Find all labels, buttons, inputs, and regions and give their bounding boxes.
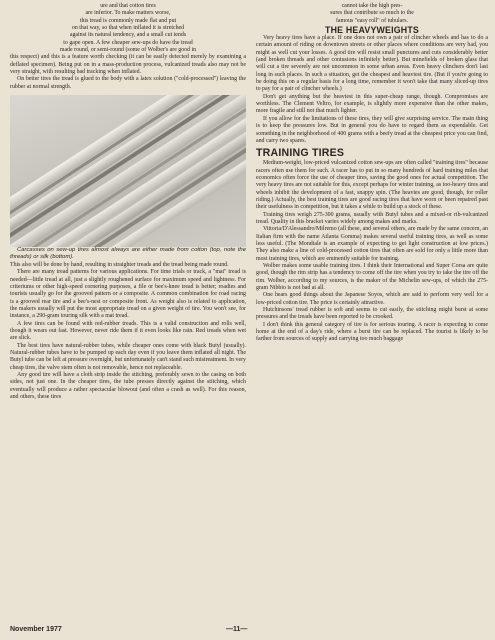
intro-line-3: this tread is commonly made flat and put: [79, 17, 177, 24]
paragraph: Very heavy tires have a place. If one does not own a pair of clincher wheels and has to do a certain amount of riding on downtown streets or other places where conditions are very bad, you might as well cut your losses. A good tire will resist small punctures and cuts considerably better (and broken threads and other contusions infinitely better). But minefields of broken glass that will cut a tire severely are not uncommon in some urban areas. Even heavy clinchers don't last long in such places. In such a situation, get the cheapest and heaviest tire. (But if you're going to be doing this on a regular basis for a long time, remember it won't take that many sliced-up tires to pay for a pair of clincher wheels.): [256, 35, 488, 93]
intro-line-4: on that way, so that when inflated it is stretched: [71, 25, 185, 32]
page-footer: [10, 626, 488, 636]
section-heading-heavyweights: THE HEAVYWEIGHTS: [325, 25, 419, 36]
paragraph: Training tires weigh 275-300 grams, usually with Butyl tubes and a mixed-or rib-vulcanized tread. Quality in this bracket varies widely among makes and marks.: [256, 211, 488, 225]
issue-date: November 1977: [10, 626, 62, 633]
left-column: [10, 0, 246, 401]
intro-line-5: against its natural tendency, and a small cut tends: [69, 32, 187, 39]
paragraph: Vittoria/D'Alessandro/Milremo (all these, and several others, are made by the same concern, an Italian firm with the name Atlanta Gomma) makes several useful training tires, as well as some less useful. (The Mondiale is an example of expecting to get light construction at low prices.) They also make a line of cold-processed cotton tires that often are sold for only a little more than most training tires, which are eminently suitable for training.: [256, 226, 488, 262]
intro-line-6: to gape open. A few cheaper sew-ups do have the tread: [63, 39, 193, 46]
section-heading-training-tires: TRAINING TIRES: [256, 147, 345, 160]
intro-line-7: made round, or semi-round (some of Wolber's are good in: [59, 47, 197, 54]
intro-line-3: famous "easy roll" of tubulars.: [335, 17, 409, 24]
paragraph: Any good tire will have a cloth strip inside the stitching, preferably sewn to the casing on both sides, not just one. In the cheaper tires, the tube presses directly against the stitching, which eventually will produce a rather spectacular blowout (and often a crash as well). For this reason, and others, these tires: [10, 371, 246, 400]
paragraph: this respect) and this is a feature worth checking (it can be easily detected merely by examining a deflated specimen). Being put on in a mass-production process, vulcanized treads also may not be very straight, with resulting bad tracking when inflated.: [10, 54, 246, 76]
right-column: [256, 0, 488, 344]
paragraph: I don't think this general category of tire is for serious touring. A racer is expecting to come home at the end of a day's ride, where a burst tire can be replaced. The tourist is likely to be farther from sources of supply and carrying too much baggage: [256, 321, 488, 343]
paragraph: There are many tread patterns for various applications. For time trials or track, a "mat" tread is needed—little tread at all, just a slightly roughened surface for maximum speed and lightness. For criteriums or other high-speed cornering purposes, a file or bee's-knee tread is better; roadies and tourists usually go for the grooved pattern or a composite. A common combination for road racing is a grooved rear tire and a bee's-nest or composite front. As weight also is related to application, the makers usually will put the most appropriate tread on a given weight of tire. You won't see, for instance, a 290-gram touring silk with a mat tread.: [10, 269, 246, 320]
page-number: —11—: [226, 626, 248, 633]
paragraph: A few tires can be found with red-rubber treads. This is a valid construction and rolls well, though it wears out fast. However, never ride them if it even looks like rain. Red treads when wet are slick.: [10, 320, 246, 342]
paragraph: Medium-weight, low-priced vulcanized cotton sew-ups are often called "training tires" because racers often use them for such. A racer has to put in so many hundreds of hard training miles that economics often force the use of cheaper tires, saving the good ones for actual competition. The very heavy tires are not suitable for this, except perhaps for winter training, as too-heavy tires and wheels inhibit the development of a fast, snappy spin. (The heavies are good, though, for roller riding.) Actually, the best training tires are good racing tires that have worn or been repaired past their usefulness in competition, but it takes a while to build up a stock of these.: [256, 160, 488, 211]
paragraph: On better tires the tread is glued to the body with a latex solution ("cold-processed") leaving the rubber at normal strength.: [10, 76, 246, 90]
intro-line-1: ure and that cotton tires: [100, 3, 156, 9]
paragraph: Hutchinsons' tread rubber is soft and seems to cut easily, the stitching might burst at some pressures and the treads have been reported to be crooked.: [256, 307, 488, 321]
intro-line-2: are inferior. To make matters worse,: [85, 10, 171, 17]
paragraph: Wolber makes some usable training tires. I think their International and Super Corsa are quite good, though the rim strip has a tendency to come off the tire when you try to take the tire off the rim. Wolber, according to my sources, is the maker of the Michelin sew-ups, of which the 275-gram Nibbio is not bad at all.: [256, 263, 488, 292]
paragraph: One hears good things about the Japanese Soyos, which are said to perform very well for a low-priced cotton tire. The price is certainly attractive.: [256, 292, 488, 306]
paragraph: If you allow for the limitations of these tires, they will give surprising service. The main thing is to keep the pressures low. But in general you do have to regard them as expendable. Get something in the neighborhood of 400 grams with a beefy tread at the cheapest price you can find, and carry two spares.: [256, 115, 488, 144]
intro-line-1: cannot take the high pres-: [341, 3, 403, 9]
intro-line-2: sures that contribute so much to the: [330, 10, 414, 17]
paragraph: Don't get anything but the heaviest in this super-cheap range, though. Compromises are worthless. The Clement Veltro, for example, is slightly more expensive than the other makes, more fragile and still not that much lighter.: [256, 93, 488, 115]
tire-carcass-photo: [10, 95, 246, 247]
photo-caption: Carcasses on sew-up tires almost always are either made from cotton (top, note the threads) or silk (bottom).: [10, 247, 246, 261]
paragraph: This also will be done by hand, resulting in straighter treads and the tread being made round.: [10, 261, 229, 268]
paragraph: The best tires have natural-rubber tubes, while cheaper ones come with black Butyl (usually). Natural-rubber tubes have to be pumped up each day even if you leave them inflated all night. The Butyl tube can be left at pressure overnight, but unfortunately can't stand such mistreatment. In very cheap tires, the valve stem often is not removable, hence not replaceable.: [10, 342, 246, 371]
